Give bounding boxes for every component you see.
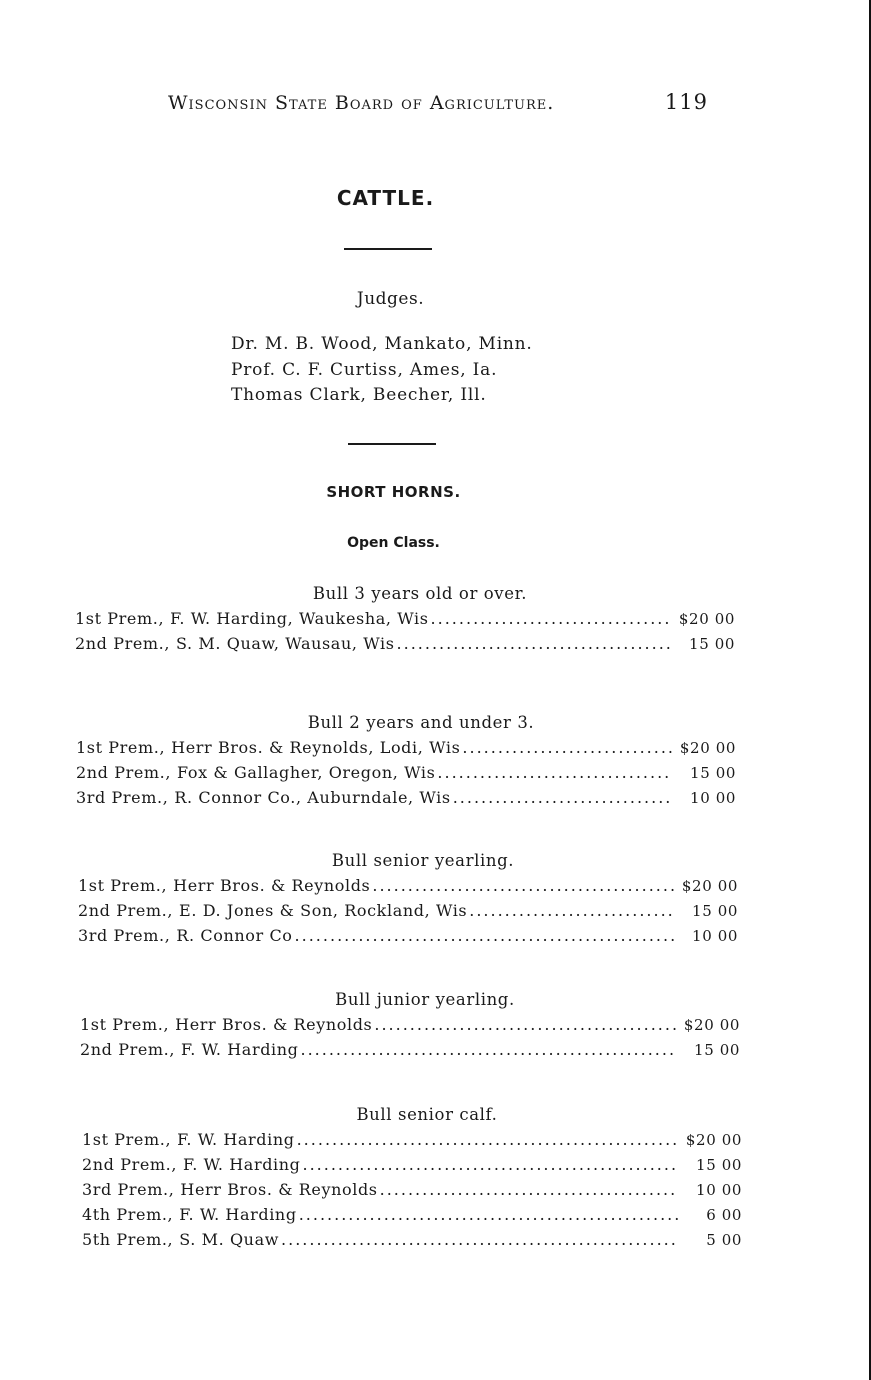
leader-dots (437, 763, 672, 782)
leader-dots (295, 926, 674, 945)
leader-dots (301, 1040, 677, 1059)
judges-label: Judges. (356, 289, 425, 309)
award-entry (78, 926, 738, 951)
award-winner: S. M. Quaw, Wausau, Wis (176, 634, 395, 653)
leader-dots (299, 1205, 678, 1224)
section-caption: Bull senior yearling. (331, 851, 515, 870)
leader-dots (397, 634, 671, 653)
award-entry (82, 1230, 742, 1255)
award-rank: 2nd Prem., (75, 634, 171, 653)
award-rank: 1st Prem., (82, 1130, 172, 1149)
award-section (78, 851, 738, 951)
award-entry (82, 1180, 742, 1205)
award-winner: R. Connor Co (176, 926, 293, 945)
divider-rule (344, 248, 432, 250)
award-winner: F. W. Harding (181, 1040, 299, 1059)
award-amount: 10 00 (690, 789, 736, 807)
award-entry (80, 1040, 740, 1065)
award-winner: Herr Bros. & Reynolds (180, 1180, 378, 1199)
award-rank: 3rd Prem., (82, 1180, 175, 1199)
page-number: 119 (664, 90, 708, 114)
award-entry (80, 1015, 740, 1040)
award-winner: R. Connor Co., Auburndale, Wis (174, 788, 451, 807)
award-amount: $20 00 (678, 610, 735, 628)
award-winner: S. M. Quaw (179, 1230, 280, 1249)
award-rank: 1st Prem., (76, 738, 166, 757)
award-winner: Herr Bros. & Reynolds (175, 1015, 373, 1034)
award-amount: 15 00 (690, 764, 736, 782)
award-section (75, 584, 735, 659)
award-entry (75, 609, 735, 634)
award-rank: 5th Prem., (82, 1230, 174, 1249)
section-caption: Bull junior yearling. (335, 990, 515, 1009)
award-winner: F. W. Harding, Waukesha, Wis (170, 609, 429, 628)
section-heading-cattle: CATTLE. (336, 186, 435, 210)
award-amount: 15 00 (689, 635, 735, 653)
award-entry (78, 901, 738, 926)
award-entry (82, 1155, 742, 1180)
award-rank: 2nd Prem., (76, 763, 172, 782)
leader-dots (431, 609, 671, 628)
award-winner: F. W. Harding (177, 1130, 295, 1149)
award-amount: 15 00 (694, 1041, 740, 1059)
award-winner: Herr Bros. & Reynolds (173, 876, 371, 895)
award-rank: 3rd Prem., (76, 788, 169, 807)
leader-dots (453, 788, 672, 807)
award-winner: Fox & Gallagher, Oregon, Wis (177, 763, 436, 782)
running-head (168, 90, 708, 120)
award-rank: 2nd Prem., (78, 901, 174, 920)
award-entry (76, 738, 736, 763)
section-caption: Bull 2 years and under 3. (307, 713, 535, 732)
award-entry (82, 1205, 742, 1230)
award-section (76, 713, 736, 813)
award-entry (76, 763, 736, 788)
award-section (80, 990, 740, 1065)
leader-dots (469, 901, 674, 920)
leader-dots (297, 1130, 678, 1149)
award-rank: 1st Prem., (78, 876, 168, 895)
award-rank: 3rd Prem., (78, 926, 171, 945)
award-amount: $20 00 (681, 877, 738, 895)
award-rank: 1st Prem., (75, 609, 165, 628)
award-rank: 2nd Prem., (80, 1040, 176, 1059)
divider-rule (348, 443, 436, 445)
leader-dots (372, 876, 674, 895)
judge-name: Dr. M. B. Wood, Mankato, Minn. (231, 334, 533, 354)
award-amount: 6 00 (706, 1206, 742, 1224)
leader-dots (462, 738, 672, 757)
award-entry (75, 634, 735, 659)
award-winner: F. W. Harding (183, 1155, 301, 1174)
running-head-title: Wisconsin State Board of Agriculture. (168, 92, 555, 114)
award-amount: 10 00 (692, 927, 738, 945)
award-winner: E. D. Jones & Son, Rockland, Wis (179, 901, 468, 920)
leader-dots (281, 1230, 678, 1249)
award-winner: Herr Bros. & Reynolds, Lodi, Wis (171, 738, 461, 757)
leader-dots (380, 1180, 678, 1199)
award-entry (78, 876, 738, 901)
award-amount: 15 00 (692, 902, 738, 920)
leader-dots (374, 1015, 676, 1034)
award-amount: $20 00 (685, 1131, 742, 1149)
judge-name: Prof. C. F. Curtiss, Ames, Ia. (231, 359, 498, 380)
award-amount: 15 00 (696, 1156, 742, 1174)
award-rank: 1st Prem., (80, 1015, 170, 1034)
judge-name: Thomas Clark, Beecher, Ill. (231, 385, 487, 405)
award-entry (76, 788, 736, 813)
award-rank: 2nd Prem., (82, 1155, 178, 1174)
award-amount: $20 00 (679, 739, 736, 757)
award-winner: F. W. Harding (179, 1205, 297, 1224)
award-amount: 5 00 (706, 1231, 742, 1249)
section-caption: Bull 3 years old or over. (312, 584, 528, 603)
award-amount: 10 00 (696, 1181, 742, 1199)
award-section (82, 1105, 742, 1255)
leader-dots (303, 1155, 679, 1174)
award-entry (82, 1130, 742, 1155)
award-rank: 4th Prem., (82, 1205, 174, 1224)
class-heading: Open Class. (347, 535, 440, 551)
judges-list (231, 332, 533, 409)
award-amount: $20 00 (683, 1016, 740, 1034)
section-caption: Bull senior calf. (356, 1105, 498, 1124)
breed-heading: SHORT HORNS. (326, 483, 461, 501)
